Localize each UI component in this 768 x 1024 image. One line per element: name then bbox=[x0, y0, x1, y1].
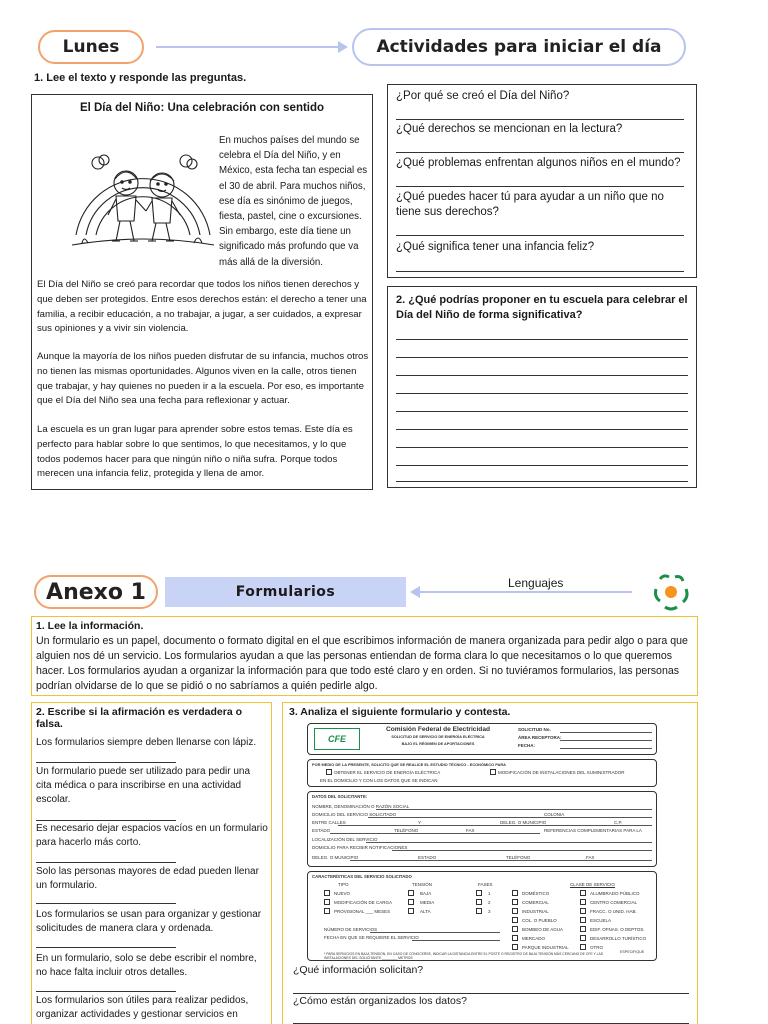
cfe-tension-label: TENSIÓN bbox=[412, 882, 433, 887]
questions-box bbox=[387, 84, 697, 278]
tf-answer-1[interactable] bbox=[36, 762, 176, 763]
cfe-clase-b-7: OTRO bbox=[590, 945, 603, 950]
day-label: Lunes bbox=[62, 37, 120, 57]
cfe-intro: POR MEDIO DE LA PRESENTE, SOLICITO QUE SE REALICE EL ESTUDIO TÉCNICO - ECONÓMICO PARA bbox=[312, 762, 506, 767]
cfe-fases-checkbox-3[interactable] bbox=[476, 908, 482, 914]
cfe-field-fax2: FAX bbox=[586, 855, 595, 860]
title-pill bbox=[352, 28, 686, 66]
cfe-field-colonia: COLONIA bbox=[544, 812, 565, 817]
cfe-tipo-opt-1: NUEVO bbox=[334, 891, 351, 896]
lenguajes-icon bbox=[648, 571, 694, 613]
question-4: ¿Qué puedes hacer tú para ayudar a un niño que no tiene sus derechos? bbox=[396, 191, 664, 218]
cfe-field-estado: ESTADO bbox=[312, 828, 331, 833]
cfe-field-localizacion: LOCALIZACIÓN DEL SERVICIO bbox=[312, 837, 378, 842]
cfe-clase-a-5: BOMBEO DE AGUA bbox=[522, 927, 564, 932]
cfe-tipo-opt-2: MODIFICACIÓN DE CARGA bbox=[334, 900, 393, 905]
cfe-field-domicilio: DOMICILIO DEL SERVICIO SOLICITADO bbox=[312, 812, 397, 817]
statement-3: Es necesario dejar espacios vacíos en un formulario para hacerlo más corto. bbox=[36, 823, 268, 848]
true-false-title: 2. Escribe si la afirmación es verdadera o falsa. bbox=[36, 706, 243, 730]
info-title: 1. Lee la información. bbox=[36, 620, 144, 632]
cfe-clase-b-checkbox-4[interactable] bbox=[580, 917, 586, 923]
cfe-sub2: BAJO EL RÉGIMEN DE APORTACIONES bbox=[401, 742, 475, 746]
cfe-clase-b-checkbox-7[interactable] bbox=[580, 944, 586, 950]
cfe-nota: * PARA SERVICIOS EN BAJA TENSIÓN, EN CASO DE CONOCERSE, INDICAR LA DISTANCIA ENTRE EL POSTE O REGISTRO DE BAJA TENSIÓN MÁS CERCANO DE CFE Y LAS INSTALACIONES DEL SOLICITANTE ________ METROS bbox=[324, 952, 604, 960]
subject-label: Formularios bbox=[235, 584, 336, 600]
tf-answer-2[interactable] bbox=[36, 820, 176, 821]
day-pill bbox=[38, 30, 144, 64]
cfe-tipo-label: TIPO bbox=[338, 882, 349, 887]
reading-side-text: En muchos países del mundo se celebra el Día del Niño, y en México, esta fecha tan especial es el 30 de abril. Para muchos niños, ese día es sinónimo de juegos, fiesta, pastel, cine o excursiones. Sin embargo, este día tiene un significado más profundo que va más allá de la diversión. bbox=[219, 135, 368, 268]
answer-line-5[interactable] bbox=[396, 271, 684, 272]
cfe-clase-a-1: DOMÉSTICO bbox=[522, 891, 550, 896]
proposal-box bbox=[387, 286, 697, 488]
cfe-sub1: SOLICITUD DE SERVICIO DE ENERGÍA ELÉCTRICA bbox=[391, 735, 485, 739]
cfe-clase-b-5: EDIF. OFNAS. O DEPTOS. bbox=[590, 927, 645, 932]
cfe-service-characteristics bbox=[307, 871, 657, 961]
cfe-area: ÁREA RECEPTORA: bbox=[518, 735, 562, 740]
statement-1: Los formularios siempre deben llenarse con lápiz. bbox=[36, 737, 257, 748]
page-title: Actividades para iniciar el día bbox=[376, 37, 662, 57]
cfe-clase-a-checkbox-4[interactable] bbox=[512, 917, 518, 923]
tf-answer-3[interactable] bbox=[36, 862, 176, 863]
statement-7: Los formularios son útiles para realizar pedidos, organizar actividades y gestionar servicios en bbox=[36, 995, 249, 1020]
cfe-clase-a-checkbox-2[interactable] bbox=[512, 899, 518, 905]
cfe-field-fax: FAX bbox=[466, 828, 475, 833]
subject-banner bbox=[165, 577, 406, 607]
proposal-question: 2. ¿Qué podrías proponer en tu escuela para celebrar el Día del Niño de forma significativa? bbox=[396, 294, 688, 321]
cfe-option2: MODIFICACIÓN DE INSTALACIONES DEL SUMINISTRADOR bbox=[498, 770, 625, 775]
cfe-datos-label: DATOS DEL SOLICITANTE: bbox=[312, 794, 368, 799]
cfe-field-ref: REFERENCIAS COMPLEMENTARIAS PARA LA bbox=[544, 828, 642, 833]
cfe-tipo-checkbox-1[interactable] bbox=[324, 890, 330, 896]
cfe-tension-opt-2: MEDIA bbox=[420, 900, 435, 905]
question-3: ¿Qué problemas enfrentan algunos niños en el mundo? bbox=[396, 157, 681, 169]
question-5: ¿Qué significa tener una infancia feliz? bbox=[396, 241, 595, 253]
children-illustration bbox=[68, 123, 218, 273]
cfe-fases-checkbox-2[interactable] bbox=[476, 899, 482, 905]
reading-title: El Día del Niño: Una celebración con sentido bbox=[79, 102, 325, 114]
cfe-option1-checkbox[interactable] bbox=[326, 769, 332, 775]
cfe-fases-checkbox-1[interactable] bbox=[476, 890, 482, 896]
form-question-1: ¿Qué información solicitan? bbox=[293, 964, 424, 976]
cfe-tension-checkbox-2[interactable] bbox=[408, 899, 414, 905]
cfe-fases-opt-1: 1 bbox=[488, 891, 491, 896]
cfe-tipo-opt-3: PROVISIONAL ___ MESES bbox=[334, 909, 391, 914]
cfe-fecha: FECHA: bbox=[518, 743, 535, 748]
question-2: ¿Qué derechos se mencionan en la lectura? bbox=[396, 123, 623, 135]
statement-6: En un formulario, solo se debe escribir el nombre, no hace falta incluir otros detalles. bbox=[36, 953, 257, 978]
field-label: Lenguajes bbox=[508, 576, 564, 590]
cfe-clase-a-3: INDUSTRIAL bbox=[522, 909, 549, 914]
section1-instruction: 1. Lee el texto y responde las preguntas. bbox=[34, 72, 247, 84]
cfe-clase-a-6: MERCADO bbox=[522, 936, 546, 941]
form-answer-line-1[interactable] bbox=[293, 993, 689, 994]
cfe-clase-a-checkbox-1[interactable] bbox=[512, 890, 518, 896]
cfe-field-cp: C.P. bbox=[614, 820, 623, 825]
cfe-domicilio: EN EL DOMICILIO Y CON LOS DATOS QUE SE INDICAN bbox=[320, 778, 438, 783]
statement-5: Los formularios se usan para organizar y gestionar solicitudes de manera clara y ordenada. bbox=[36, 909, 262, 934]
reading-paragraph-1: El Día del Niño se creó para recordar que todos los niños tienen derechos y que deben ser protegidos. Entre esos derechos están: el derecho a tener una familia, a recibir educación, a no trabajar, a jugar, a ser cuidados, a expresar sus opiniones y a vivir sin violencia. bbox=[37, 279, 367, 335]
cfe-form-header bbox=[307, 723, 657, 755]
reading-box bbox=[31, 94, 373, 490]
answer-line-1[interactable] bbox=[396, 119, 684, 120]
cfe-field-telefono2: TELÉFONO bbox=[506, 855, 531, 860]
cfe-clase-b-checkbox-2[interactable] bbox=[580, 899, 586, 905]
cfe-clase-b-2: CENTRO COMERCIAL bbox=[590, 900, 638, 905]
cfe-field-entre: ENTRE CALLES bbox=[312, 820, 346, 825]
cfe-logo: CFE bbox=[314, 728, 360, 750]
cfe-org: Comisión Federal de Electricidad bbox=[385, 726, 491, 733]
cfe-clase-a-2: COMERCIAL bbox=[522, 900, 549, 905]
cfe-field-estado2: ESTADO bbox=[418, 855, 437, 860]
cfe-clase-a-checkbox-5[interactable] bbox=[512, 926, 518, 932]
cfe-tipo-checkbox-3[interactable] bbox=[324, 908, 330, 914]
cfe-applicant-data bbox=[307, 791, 657, 867]
cfe-option2-checkbox[interactable] bbox=[490, 769, 496, 775]
cfe-field-deleg: DELEG. O MUNICIPIO bbox=[500, 820, 547, 825]
header-arrow-head bbox=[338, 41, 348, 53]
cfe-clase-b-6: DESARROLLO TURÍSTICO bbox=[590, 936, 647, 941]
cfe-clase-b-checkbox-3[interactable] bbox=[580, 908, 586, 914]
cfe-solicitud: SOLICITUD No. bbox=[518, 727, 551, 732]
cfe-caract-label: CARACTERÍSTICAS DEL SERVICIO SOLICITADO bbox=[312, 874, 412, 879]
cfe-fecha-requerida: FECHA EN QUE SE REQUIERE EL SERVICIO bbox=[324, 935, 419, 940]
tf-answer-6[interactable] bbox=[36, 991, 176, 992]
annex-pill bbox=[34, 575, 158, 609]
cfe-clase-b-1: ALUMBRADO PÚBLICO bbox=[590, 891, 640, 896]
statement-4: Solo las personas mayores de edad pueden llenar un formulario. bbox=[36, 866, 259, 891]
cfe-tension-opt-1: BAJA bbox=[420, 891, 432, 896]
reading-paragraph-3: La escuela es un gran lugar para aprender sobre estos temas. Este día es perfecto para hablar sobre lo que sentimos, lo que necesitamos, y lo que todos podemos hacer para que ningún niño o niña sufra. Porque todos merecen una infancia feliz, protegida y llena de amor. bbox=[37, 424, 353, 480]
cfe-clase-a-checkbox-6[interactable] bbox=[512, 935, 518, 941]
cfe-field-y: Y bbox=[418, 820, 422, 825]
cfe-option1: OBTENER EL SERVICIO DE ENERGÍA ELÉCTRICA bbox=[334, 770, 441, 775]
analyze-box bbox=[282, 702, 698, 1024]
cfe-field-telefono: TELÉFONO bbox=[394, 828, 419, 833]
true-false-box bbox=[31, 702, 272, 1024]
cfe-fases-opt-2: 2 bbox=[488, 900, 491, 905]
cfe-especifique: ESPECIFIQUE bbox=[620, 950, 645, 954]
cfe-servicios: NÚMERO DE SERVICIOS bbox=[324, 927, 378, 932]
header-arrow bbox=[156, 46, 340, 48]
cfe-field-municipio: DELEG. O MUNICIPIO bbox=[312, 855, 359, 860]
info-text: Un formulario es un papel, documento o formato digital en el que escribimos información de manera organizada para pedir algo o para que alguien nos dé un servicio. Los formularios ayudan a que las personas entiendan de forma clara lo que necesitamos o lo que queremos hacer. Los formularios ayudan a organizar la información para que todo esté claro y en orden. Si no tuviéramos formularios, las personas podrían olvidarse de lo que se pidió o no sabríamos a quién pedirle algo. bbox=[36, 635, 688, 692]
cfe-clase-a-4: COL. O PUEBLO bbox=[522, 918, 557, 923]
tf-answer-4[interactable] bbox=[36, 903, 176, 904]
cfe-tipo-checkbox-2[interactable] bbox=[324, 899, 330, 905]
reading-paragraph-2: Aunque la mayoría de los niños pueden disfrutar de su infancia, muchos otros no tienen las mismas oportunidades. Algunos viven en la calle, otros tienen que trabajar, y hay quienes no pueden ir a la escuela. Por eso, es importante que el Día del Niño sea una fecha para reflexionar y actuar. bbox=[37, 351, 369, 407]
cfe-fases-label: FASES bbox=[478, 882, 493, 887]
form-question-2: ¿Cómo están organizados los datos? bbox=[293, 995, 467, 1007]
answer-line-4[interactable] bbox=[396, 235, 684, 236]
cfe-clase-b-checkbox-6[interactable] bbox=[580, 935, 586, 941]
analyze-title: 3. Analiza el siguiente formulario y contesta. bbox=[289, 706, 511, 718]
cfe-tension-checkbox-3[interactable] bbox=[408, 908, 414, 914]
cfe-fases-opt-3: 3 bbox=[488, 909, 491, 914]
cfe-tension-checkbox-1[interactable] bbox=[408, 890, 414, 896]
cfe-clase-b-4: ESCUELA bbox=[590, 918, 612, 923]
tf-answer-5[interactable] bbox=[36, 947, 176, 948]
cfe-tension-opt-3: ALTA bbox=[420, 909, 431, 914]
cfe-clase-b-checkbox-5[interactable] bbox=[580, 926, 586, 932]
cfe-clase-a-checkbox-7[interactable] bbox=[512, 944, 518, 950]
cfe-clase-b-3: FRACC. O UNID. HAB. bbox=[590, 909, 637, 914]
cfe-request-type bbox=[307, 759, 657, 787]
cfe-field-notificaciones: DOMICILIO PARA RECIBIR NOTIFICACIONES bbox=[312, 845, 408, 850]
cfe-clase-label: CLASE DE SERVICIO bbox=[570, 882, 615, 887]
annex-arrow bbox=[418, 591, 632, 593]
cfe-field-nombre: NOMBRE, DENOMINACIÓN O RAZÓN SOCIAL bbox=[312, 804, 410, 809]
cfe-clase-b-checkbox-1[interactable] bbox=[580, 890, 586, 896]
annex-label: Anexo 1 bbox=[46, 579, 146, 605]
info-box bbox=[31, 616, 698, 696]
answer-line-2[interactable] bbox=[396, 152, 684, 153]
cfe-clase-a-checkbox-3[interactable] bbox=[512, 908, 518, 914]
question-1: ¿Por qué se creó el Día del Niño? bbox=[396, 90, 570, 102]
answer-line-3[interactable] bbox=[396, 186, 684, 187]
statement-2: Un formulario puede ser utilizado para pedir una cita médica o para inscribirse en una actividad escolar. bbox=[36, 766, 251, 805]
cfe-clase-a-7: PARQUE INDUSTRIAL bbox=[522, 945, 569, 950]
